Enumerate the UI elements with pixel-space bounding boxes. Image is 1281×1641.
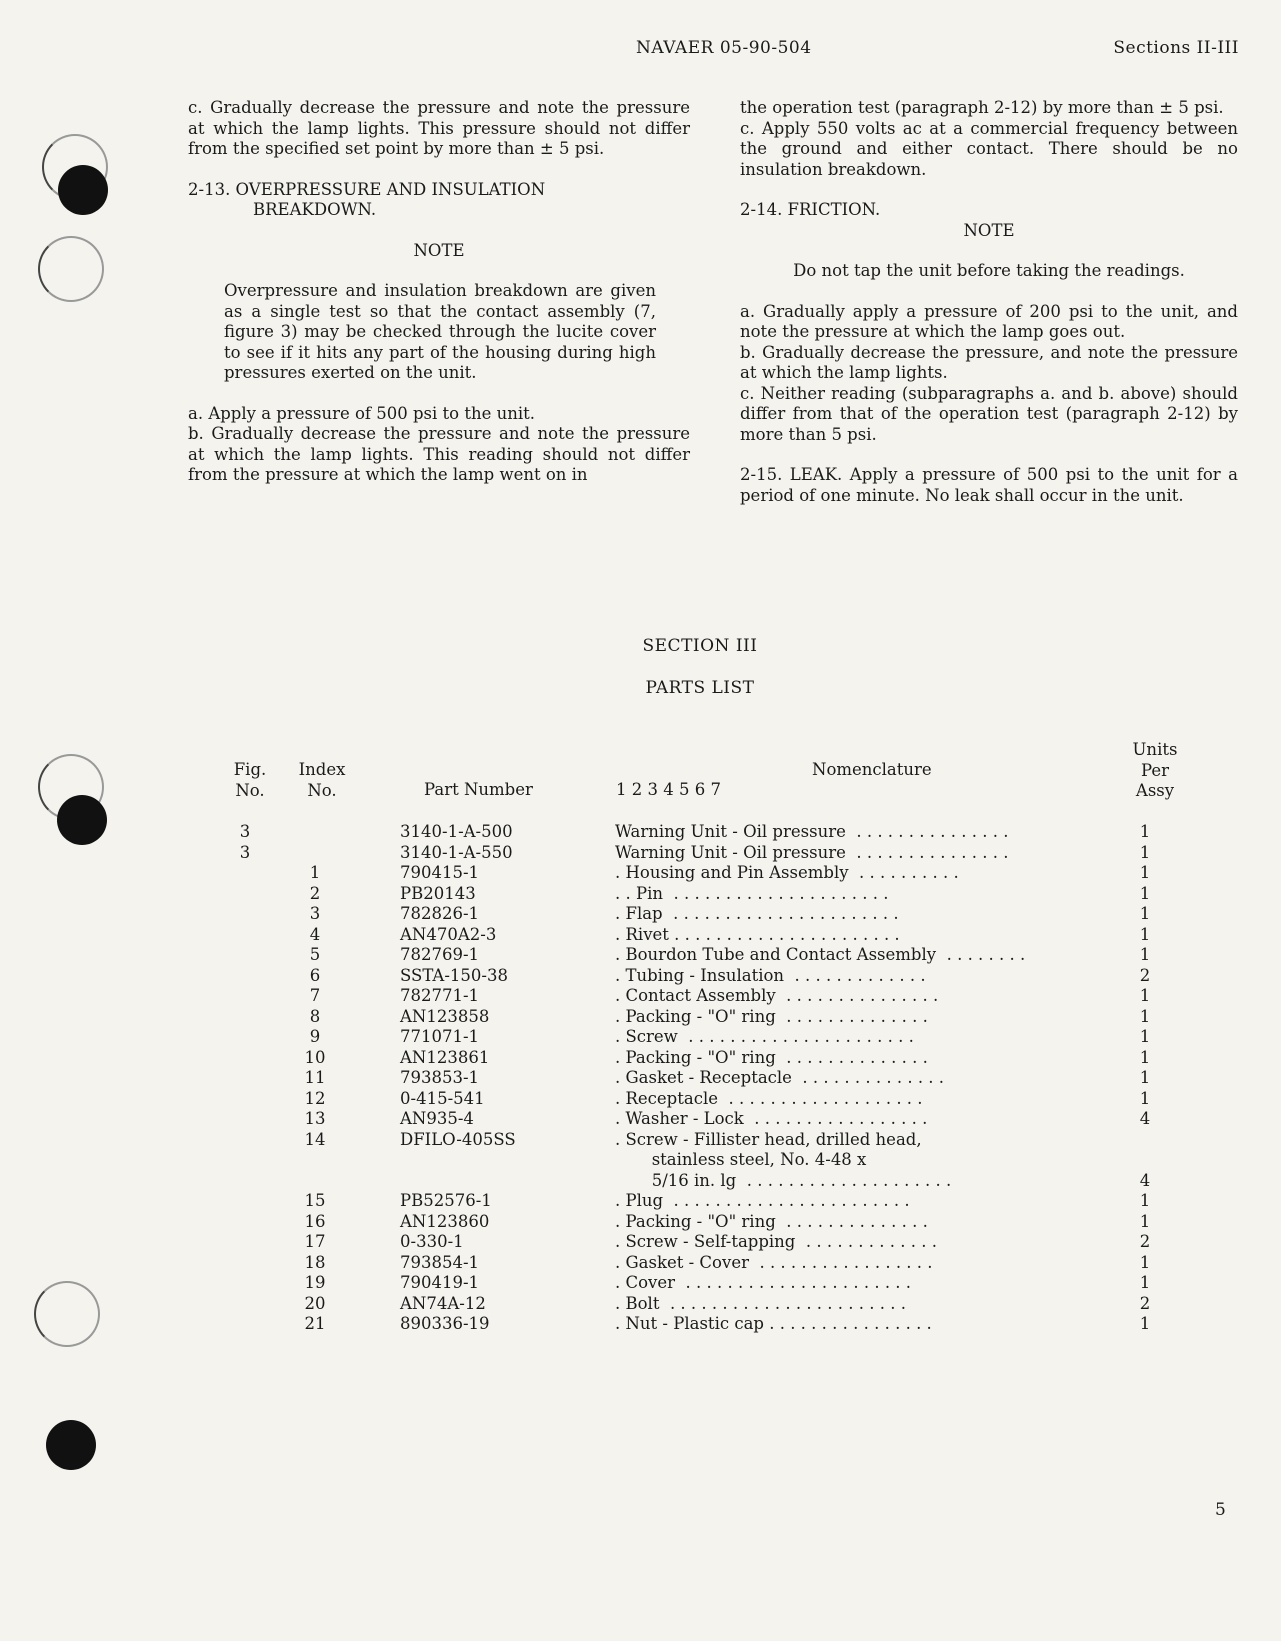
header-part-number: Part Number — [424, 780, 533, 799]
table-row — [200, 1027, 1200, 1048]
table-row — [200, 986, 1200, 1007]
index-number: 2 — [309, 883, 321, 903]
part-number: 782769-1 — [400, 945, 480, 964]
units-per-assy: 1 — [1139, 986, 1151, 1005]
paragraph-b: b. Gradually decrease the pressure and note the pressure at which the lamp lights. This reading should not differ from the pressure at which the lamp went on in — [188, 424, 690, 484]
table-row — [200, 1273, 1200, 1294]
part-number: 793854-1 — [400, 1252, 480, 1272]
table-row — [200, 822, 1200, 843]
table-row — [200, 1232, 1200, 1253]
part-number: AN123861 — [400, 1047, 490, 1067]
units-per-assy: 1 — [1139, 945, 1151, 964]
nomenclature: . Housing and Pin Assembly . . . . . . . . . . — [615, 863, 959, 882]
table-row — [200, 904, 1200, 925]
section-title: SECTION III — [642, 636, 758, 656]
table-row — [200, 1294, 1200, 1315]
units-per-assy: 4 — [1139, 1109, 1151, 1128]
part-number: 0-415-541 — [400, 1088, 485, 1108]
nomenclature: . Screw - Fillister head, drilled head, — [615, 1129, 922, 1149]
section-subtitle: PARTS LIST — [645, 678, 755, 698]
part-number: DFILO-405SS — [400, 1129, 516, 1149]
units-per-assy: 1 — [1139, 1088, 1151, 1108]
units-per-assy: 1 — [1139, 1252, 1151, 1272]
index-number: 13 — [304, 1109, 326, 1128]
units-per-assy: 2 — [1139, 1232, 1151, 1251]
table-row — [200, 1212, 1200, 1233]
part-number: 790419-1 — [400, 1273, 480, 1292]
units-per-assy: 1 — [1139, 863, 1151, 882]
punch-hole-ring — [34, 1281, 100, 1347]
nomenclature: . Packing - "O" ring . . . . . . . . . . . . . . — [615, 1047, 928, 1067]
nomenclature: 5/16 in. lg . . . . . . . . . . . . . . . . . . . . — [615, 1170, 952, 1190]
nomenclature: . Flap . . . . . . . . . . . . . . . . . . . . . . — [615, 904, 899, 923]
nomenclature: . Bourdon Tube and Contact Assembly . . . . . . . . — [615, 945, 1026, 964]
table-row — [200, 1191, 1200, 1212]
nomenclature: . Washer - Lock . . . . . . . . . . . . . . . . . — [615, 1109, 928, 1128]
table-row — [200, 1007, 1200, 1028]
index-number: 14 — [304, 1129, 326, 1149]
right-column — [740, 98, 1238, 506]
index-number: 3 — [309, 904, 321, 923]
part-number: 3140-1-A-550 — [400, 842, 513, 862]
punch-hole — [46, 1420, 96, 1470]
units-per-assy: 2 — [1139, 1293, 1151, 1313]
paragraph-b: b. Gradually decrease the pressure, and note the pressure at which the lamp lights. — [740, 342, 1238, 382]
heading-2-13: 2-13. OVERPRESSURE AND INSULATION — [188, 179, 546, 199]
units-per-assy: 1 — [1139, 1191, 1151, 1210]
nomenclature: stainless steel, No. 4-48 x — [615, 1150, 867, 1169]
note-title: NOTE — [963, 220, 1015, 240]
header-fig: Fig. No. — [233, 760, 267, 800]
part-number: AN470A2-3 — [400, 924, 497, 944]
nomenclature: . Rivet . . . . . . . . . . . . . . . . . . . . . . — [615, 924, 900, 944]
part-number: AN123860 — [400, 1211, 490, 1231]
nomenclature: Warning Unit - Oil pressure . . . . . . . . . . . . . . . — [615, 822, 1009, 841]
index-number: 19 — [304, 1273, 326, 1292]
table-row — [200, 1089, 1200, 1110]
note-title: NOTE — [413, 240, 465, 260]
figure-number: 3 — [239, 842, 251, 862]
part-number: 3140-1-A-500 — [400, 822, 513, 841]
nomenclature: . Plug . . . . . . . . . . . . . . . . . . . . . . . — [615, 1191, 910, 1210]
note-body: Overpressure and insulation breakdown are given as a single test so that the contact assembly (7, figure 3) may be checked through the lucite cover to see if it hits any part of the housing during high pressures exerted on the unit. — [224, 281, 656, 382]
part-number: AN123858 — [400, 1006, 490, 1026]
nomenclature: . Tubing - Insulation . . . . . . . . . . . . . — [615, 965, 926, 985]
part-number: PB52576-1 — [400, 1191, 492, 1210]
nomenclature: . Cover . . . . . . . . . . . . . . . . . . . . . . — [615, 1273, 912, 1292]
index-number: 6 — [309, 965, 321, 985]
nomenclature: . Packing - "O" ring . . . . . . . . . . . . . . — [615, 1006, 928, 1026]
paragraph-c2: c. Neither reading (subparagraphs a. and b. above) should differ from that of the operation test (paragraph 2-12) by more than 5 psi. — [740, 383, 1238, 444]
part-number: 771071-1 — [400, 1027, 480, 1046]
table-row — [200, 1314, 1200, 1335]
header-indent-levels: 1 2 3 4 5 6 7 — [616, 780, 721, 799]
paragraph-continued: the operation test (paragraph 2-12) by more than ± 5 psi. — [740, 98, 1224, 117]
punch-hole — [58, 165, 108, 215]
punch-hole — [57, 795, 107, 845]
part-number: AN935-4 — [400, 1109, 474, 1128]
units-per-assy: 1 — [1139, 1068, 1151, 1087]
index-number: 17 — [304, 1232, 326, 1251]
figure-number: 3 — [239, 822, 251, 841]
units-per-assy: 2 — [1139, 965, 1151, 985]
table-row — [200, 1048, 1200, 1069]
table-row — [200, 863, 1200, 884]
units-per-assy: 1 — [1139, 904, 1151, 923]
index-number: 12 — [304, 1088, 326, 1108]
units-per-assy: 1 — [1139, 1047, 1151, 1067]
table-row — [200, 1253, 1200, 1274]
header-index: Index No. — [298, 760, 346, 800]
paragraph-a: a. Apply a pressure of 500 psi to the unit. — [188, 403, 536, 423]
index-number: 10 — [304, 1047, 326, 1067]
header-nomenclature: Nomenclature — [812, 760, 932, 779]
nomenclature: . Receptacle . . . . . . . . . . . . . . . . . . . — [615, 1088, 923, 1108]
part-number: 782826-1 — [400, 904, 480, 923]
table-row — [200, 1171, 1200, 1192]
header-units-per-assy: Units Per Assy — [1132, 740, 1178, 800]
nomenclature: . Gasket - Receptacle . . . . . . . . . . . . . . — [615, 1068, 945, 1087]
punch-hole-ring — [38, 236, 104, 302]
index-number: 16 — [304, 1211, 326, 1231]
table-row — [200, 925, 1200, 946]
left-column — [188, 98, 690, 486]
part-number: 0-330-1 — [400, 1232, 464, 1251]
index-number: 18 — [304, 1252, 326, 1272]
heading-2-13-cont: BREAKDOWN. — [253, 200, 377, 219]
paragraph-2-15: 2-15. LEAK. Apply a pressure of 500 psi to the unit for a period of one minute. No leak shall occur in the unit. — [740, 465, 1238, 505]
index-number: 8 — [309, 1006, 321, 1026]
heading-2-14: 2-14. FRICTION. — [740, 200, 881, 219]
index-number: 21 — [304, 1314, 326, 1333]
nomenclature: . Nut - Plastic cap . . . . . . . . . . . . . . . . — [615, 1314, 932, 1333]
section-range: Sections II-III — [1113, 38, 1239, 58]
table-row — [200, 1130, 1200, 1151]
index-number: 7 — [309, 986, 321, 1005]
part-number: 793853-1 — [400, 1068, 480, 1087]
units-per-assy: 1 — [1139, 924, 1151, 944]
part-number: SSTA-150-38 — [400, 965, 508, 985]
nomenclature: . Gasket - Cover . . . . . . . . . . . . . . . . . — [615, 1252, 933, 1272]
table-row — [200, 1109, 1200, 1130]
index-number: 15 — [304, 1191, 326, 1210]
table-row — [200, 1150, 1200, 1171]
document-id: NAVAER 05-90-504 — [636, 38, 812, 58]
index-number: 4 — [309, 924, 321, 944]
nomenclature: . Bolt . . . . . . . . . . . . . . . . . . . . . . . — [615, 1293, 906, 1313]
units-per-assy: 1 — [1139, 883, 1151, 903]
table-row — [200, 843, 1200, 864]
nomenclature: . Contact Assembly . . . . . . . . . . . . . . . — [615, 986, 939, 1005]
units-per-assy: 1 — [1139, 1027, 1151, 1046]
units-per-assy: 1 — [1139, 842, 1151, 862]
part-number: 790415-1 — [400, 863, 480, 882]
index-number: 11 — [304, 1068, 326, 1087]
part-number: AN74A-12 — [400, 1293, 486, 1313]
index-number: 5 — [309, 945, 321, 964]
units-per-assy: 1 — [1139, 1314, 1151, 1333]
part-number: 890336-19 — [400, 1314, 490, 1333]
table-row — [200, 1068, 1200, 1089]
units-per-assy: 1 — [1139, 1211, 1151, 1231]
units-per-assy: 1 — [1139, 1273, 1151, 1292]
paragraph-a: a. Gradually apply a pressure of 200 psi to the unit, and note the pressure at which the lamp goes out. — [740, 301, 1238, 341]
table-row — [200, 945, 1200, 966]
nomenclature: . Screw . . . . . . . . . . . . . . . . . . . . . . — [615, 1027, 914, 1046]
paragraph-c: c. Apply 550 volts ac at a commercial frequency between the ground and either contact. There should be no insulation breakdown. — [740, 118, 1238, 179]
units-per-assy: 1 — [1139, 1006, 1151, 1026]
nomenclature: Warning Unit - Oil pressure . . . . . . . . . . . . . . . — [615, 842, 1009, 862]
parts-list-table — [200, 740, 1200, 1340]
part-number: PB20143 — [400, 883, 476, 903]
nomenclature: . Packing - "O" ring . . . . . . . . . . . . . . — [615, 1211, 928, 1231]
nomenclature: . Screw - Self-tapping . . . . . . . . . . . . . — [615, 1232, 937, 1251]
index-number: 1 — [309, 863, 321, 882]
units-per-assy: 4 — [1139, 1170, 1151, 1190]
index-number: 20 — [304, 1293, 326, 1313]
part-number: 782771-1 — [400, 986, 480, 1005]
table-row — [200, 966, 1200, 987]
units-per-assy: 1 — [1139, 822, 1151, 841]
table-row — [200, 884, 1200, 905]
index-number: 9 — [309, 1027, 321, 1046]
note-body: Do not tap the unit before taking the readings. — [793, 261, 1185, 280]
nomenclature: . . Pin . . . . . . . . . . . . . . . . . . . . . — [615, 883, 889, 903]
page-number: 5 — [1215, 1500, 1226, 1520]
paragraph-c: c. Gradually decrease the pressure and note the pressure at which the lamp lights. This pressure should not differ from the specified set point by more than ± 5 psi. — [188, 98, 690, 158]
